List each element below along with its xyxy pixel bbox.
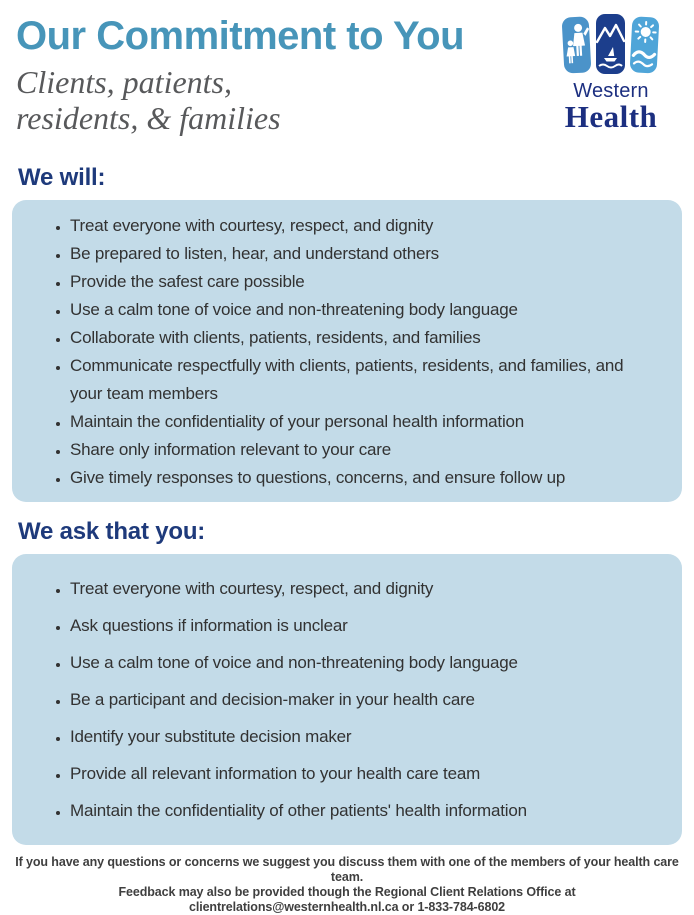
list-item: • Treat everyone with courtesy, respect, and dignity <box>70 212 660 240</box>
list-item: • Use a calm tone of voice and non-threatening body language <box>70 644 660 681</box>
people-tile-icon <box>562 16 592 73</box>
subtitle-line-2: residents, & families <box>16 100 678 136</box>
list-item: • Identify your substitute decision maker <box>70 718 660 755</box>
footer-line-2: Feedback may also be provided though the Regional Client Relations Office at <box>0 885 694 900</box>
sun-wave-tile-icon <box>630 16 660 73</box>
footer-note <box>0 855 694 915</box>
list-item: • Be a participant and decision-maker in your health care <box>70 681 660 718</box>
we-ask-card <box>12 554 682 845</box>
we-will-card <box>12 200 682 502</box>
subtitle-line-1: Clients, patients, <box>16 64 678 100</box>
list-item: • Communicate respectfully with clients, patients, residents, and families, and your team members <box>70 352 660 408</box>
section-heading-we-ask: We ask that you: <box>18 518 694 546</box>
we-will-list <box>34 212 660 492</box>
page-title: Our Commitment to You <box>16 14 678 58</box>
list-item: • Give timely responses to questions, concerns, and ensure follow up <box>70 464 660 492</box>
list-item: • Provide all relevant information to your health care team <box>70 755 660 792</box>
we-ask-list <box>34 570 660 829</box>
footer-line-1: If you have any questions or concerns we suggest you discuss them with one of the members of your health care team. <box>0 855 694 885</box>
footer-line-3: clientrelations@westernhealth.nl.ca or 1-833-784-6802 <box>0 900 694 915</box>
list-item: • Maintain the confidentiality of your personal health information <box>70 408 660 436</box>
list-item: • Share only information relevant to your care <box>70 436 660 464</box>
list-item: • Be prepared to listen, hear, and understand others <box>70 240 660 268</box>
western-health-logo <box>550 12 672 132</box>
page-header <box>0 0 694 136</box>
list-item: • Ask questions if information is unclear <box>70 607 660 644</box>
list-item: • Maintain the confidentiality of other patients' health information <box>70 792 660 829</box>
logo-western-text: Western <box>550 80 672 102</box>
logo-tiles-icon <box>559 12 663 78</box>
logo-health-text: Health <box>550 102 672 132</box>
mountains-sailboat-tile-icon <box>596 14 625 74</box>
list-item: • Provide the safest care possible <box>70 268 660 296</box>
list-item: • Collaborate with clients, patients, residents, and families <box>70 324 660 352</box>
list-item: • Use a calm tone of voice and non-threatening body language <box>70 296 660 324</box>
list-item: • Treat everyone with courtesy, respect, and dignity <box>70 570 660 607</box>
section-heading-we-will: We will: <box>18 164 694 192</box>
